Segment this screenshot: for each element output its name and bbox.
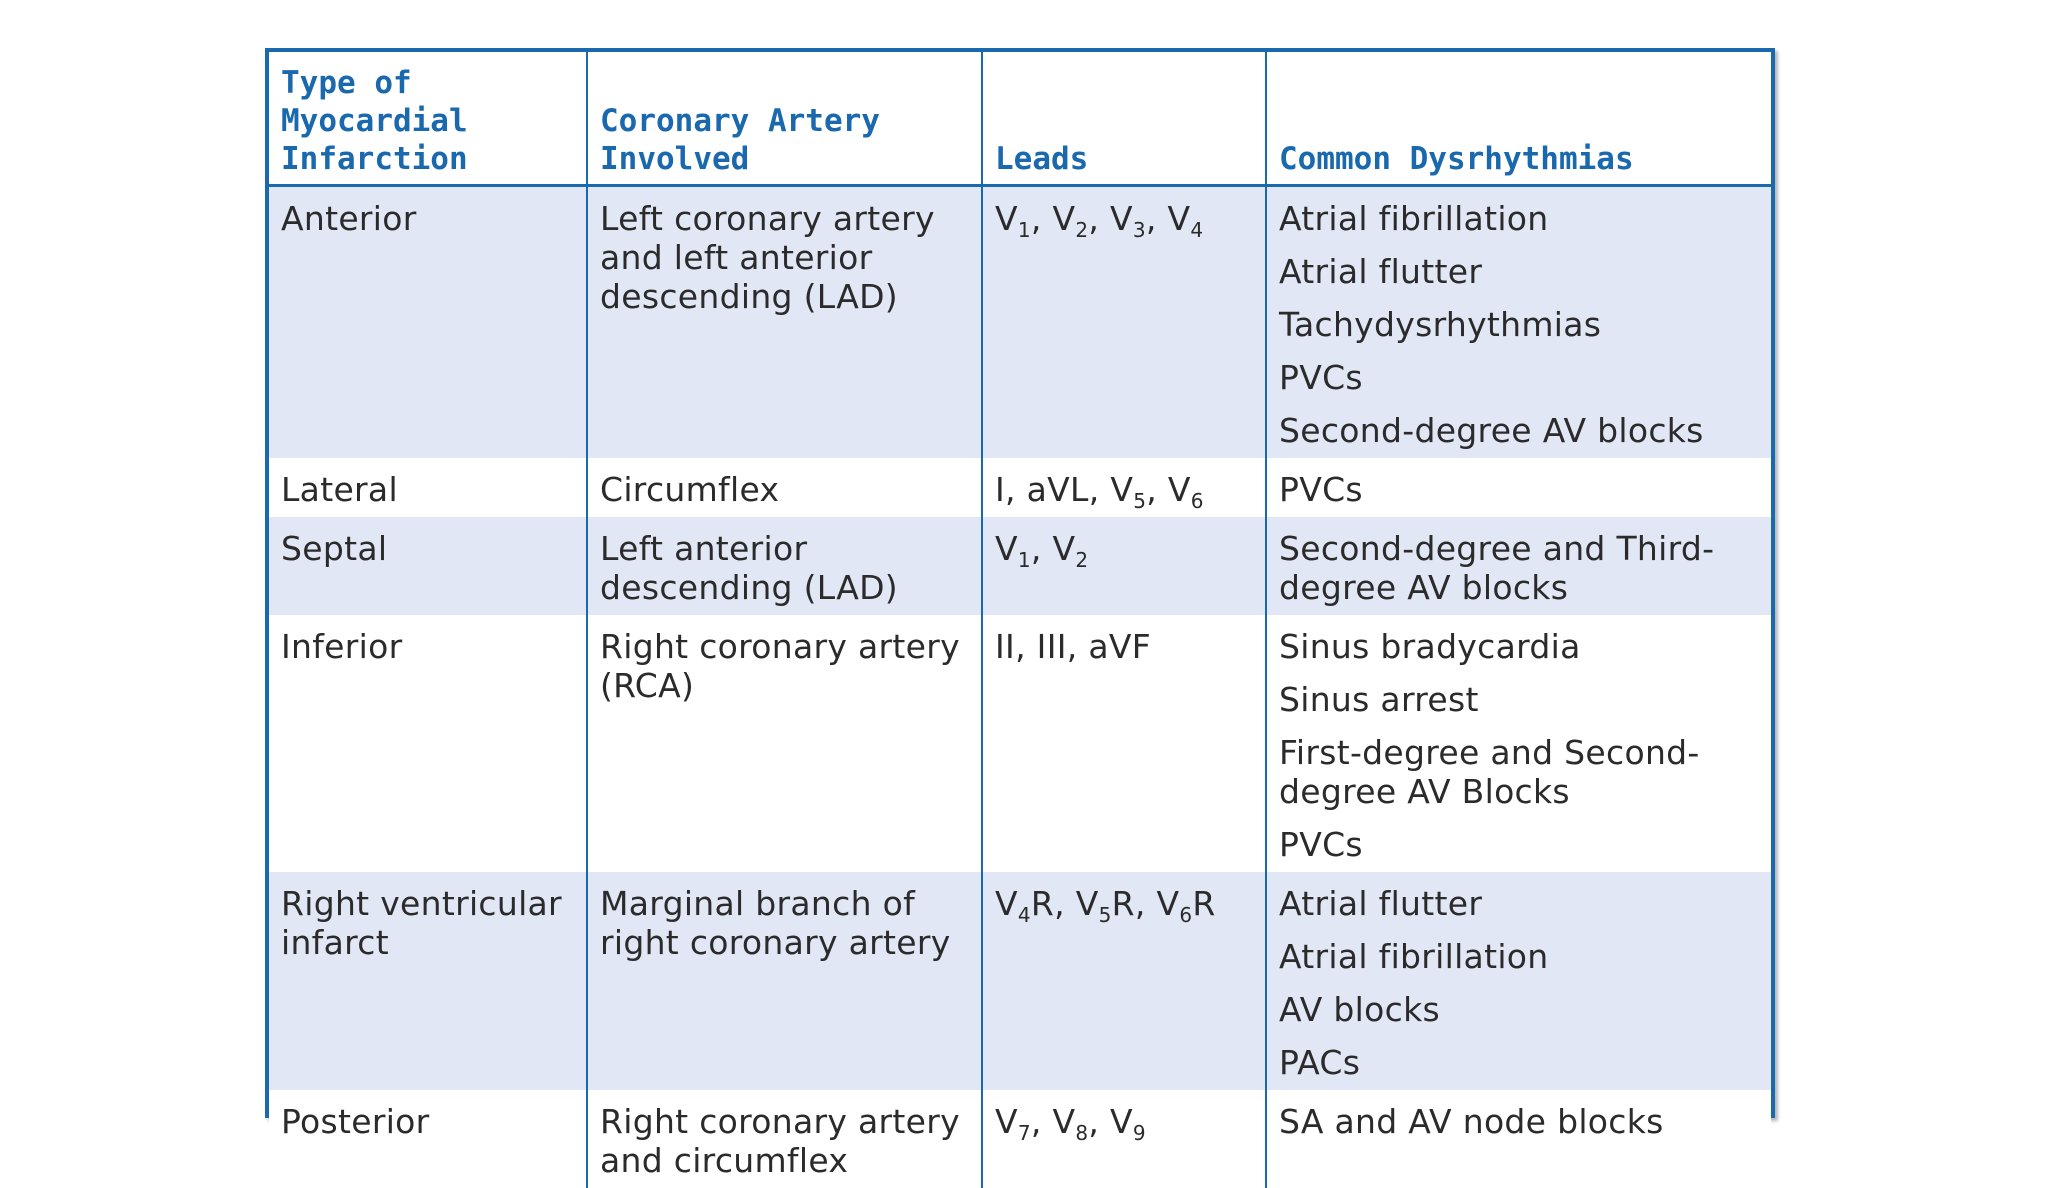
header-leads: Leads bbox=[982, 52, 1266, 186]
cell-dysrhythmias bbox=[1266, 1090, 1771, 1188]
cell-artery: Left coronary artery and left anterior descending (LAD) bbox=[587, 186, 982, 459]
dysrhythmia-item: SA and AV node blocks bbox=[1279, 1102, 1759, 1141]
lead-label: $V_6$ bbox=[1168, 470, 1204, 509]
lead-label: $V_4$ bbox=[1168, 199, 1204, 238]
lead-label: aVL bbox=[1027, 470, 1089, 509]
lead-label: $V_7$ bbox=[995, 1102, 1031, 1141]
dysrhythmia-item: PVCs bbox=[1279, 825, 1759, 864]
dysrhythmia-item: Sinus bradycardia bbox=[1279, 627, 1759, 680]
dysrhythmia-item: Second-degree and Third-degree AV blocks bbox=[1279, 529, 1759, 607]
table-row bbox=[269, 458, 1771, 517]
dysrhythmia-list bbox=[1279, 627, 1759, 864]
header-row bbox=[269, 52, 1771, 186]
dysrhythmia-list bbox=[1279, 1102, 1759, 1141]
table-row bbox=[269, 615, 1771, 872]
lead-label: $V_1$ bbox=[995, 529, 1031, 568]
dysrhythmia-item: First-degree and Second-degree AV Blocks bbox=[1279, 733, 1759, 825]
header-artery: Coronary Artery Involved bbox=[587, 52, 982, 186]
dysrhythmia-list bbox=[1279, 470, 1759, 509]
cell-type: Septal bbox=[269, 517, 587, 615]
cell-artery: Left anterior descending (LAD) bbox=[587, 517, 982, 615]
table-body bbox=[269, 186, 1771, 1188]
cell-dysrhythmias bbox=[1266, 615, 1771, 872]
table-row bbox=[269, 872, 1771, 1090]
cell-artery: Right coronary artery (RCA) bbox=[587, 615, 982, 872]
cell-dysrhythmias bbox=[1266, 458, 1771, 517]
header-type: Type of Myocardial Infarction bbox=[269, 52, 587, 186]
dysrhythmia-item: Atrial flutter bbox=[1279, 884, 1759, 937]
lead-label: $V_8$ bbox=[1053, 1102, 1089, 1141]
cell-leads: $V_4R$, $V_5R$, $V_6R$ bbox=[982, 872, 1266, 1090]
dysrhythmia-item: PVCs bbox=[1279, 470, 1759, 509]
dysrhythmia-item: Atrial fibrillation bbox=[1279, 937, 1759, 990]
dysrhythmia-item: AV blocks bbox=[1279, 990, 1759, 1043]
lead-label: $V_3$ bbox=[1110, 199, 1146, 238]
table-row bbox=[269, 1090, 1771, 1188]
dysrhythmia-item: Tachydysrhythmias bbox=[1279, 305, 1759, 358]
lead-label: $V_1$ bbox=[995, 199, 1031, 238]
cell-artery: Right coronary artery and circumflex bbox=[587, 1090, 982, 1188]
dysrhythmia-list bbox=[1279, 884, 1759, 1082]
lead-label: aVF bbox=[1088, 627, 1151, 666]
cell-dysrhythmias bbox=[1266, 186, 1771, 459]
cell-leads: $V_1$, $V_2$ bbox=[982, 517, 1266, 615]
lead-label: $V_9$ bbox=[1110, 1102, 1146, 1141]
dysrhythmia-item: Sinus arrest bbox=[1279, 680, 1759, 733]
dysrhythmia-item: Atrial fibrillation bbox=[1279, 199, 1759, 252]
lead-label: I bbox=[995, 470, 1005, 509]
cell-type: Posterior bbox=[269, 1090, 587, 1188]
cell-type: Inferior bbox=[269, 615, 587, 872]
mi-table-frame bbox=[265, 48, 1775, 1118]
cell-leads: I, aVL, $V_5$, $V_6$ bbox=[982, 458, 1266, 517]
dysrhythmia-item: Atrial flutter bbox=[1279, 252, 1759, 305]
cell-artery: Marginal branch of right coronary artery bbox=[587, 872, 982, 1090]
lead-label: $V_4R$ bbox=[995, 884, 1054, 923]
cell-type: Lateral bbox=[269, 458, 587, 517]
cell-leads: $V_1$, $V_2$, $V_3$, $V_4$ bbox=[982, 186, 1266, 459]
lead-label: $V_2$ bbox=[1053, 529, 1089, 568]
lead-label: III bbox=[1037, 627, 1067, 666]
cell-dysrhythmias bbox=[1266, 517, 1771, 615]
table-row bbox=[269, 517, 1771, 615]
cell-dysrhythmias bbox=[1266, 872, 1771, 1090]
table-header bbox=[269, 52, 1771, 186]
dysrhythmia-item: PACs bbox=[1279, 1043, 1759, 1082]
cell-leads: II, III, aVF bbox=[982, 615, 1266, 872]
table-row bbox=[269, 186, 1771, 459]
header-dysrhythmias: Common Dysrhythmias bbox=[1266, 52, 1771, 186]
cell-type: Right ventricular infarct bbox=[269, 872, 587, 1090]
lead-label: $V_2$ bbox=[1053, 199, 1089, 238]
dysrhythmia-list bbox=[1279, 199, 1759, 450]
cell-leads: $V_7$, $V_8$, $V_9$ bbox=[982, 1090, 1266, 1188]
dysrhythmia-item: PVCs bbox=[1279, 358, 1759, 411]
dysrhythmia-item: Second-degree AV blocks bbox=[1279, 411, 1759, 450]
mi-table bbox=[269, 52, 1771, 1188]
dysrhythmia-list bbox=[1279, 529, 1759, 607]
cell-type: Anterior bbox=[269, 186, 587, 459]
cell-artery: Circumflex bbox=[587, 458, 982, 517]
lead-label: $V_5$ bbox=[1110, 470, 1146, 509]
lead-label: $V_5R$ bbox=[1076, 884, 1135, 923]
lead-label: II bbox=[995, 627, 1015, 666]
lead-label: $V_6R$ bbox=[1156, 884, 1215, 923]
